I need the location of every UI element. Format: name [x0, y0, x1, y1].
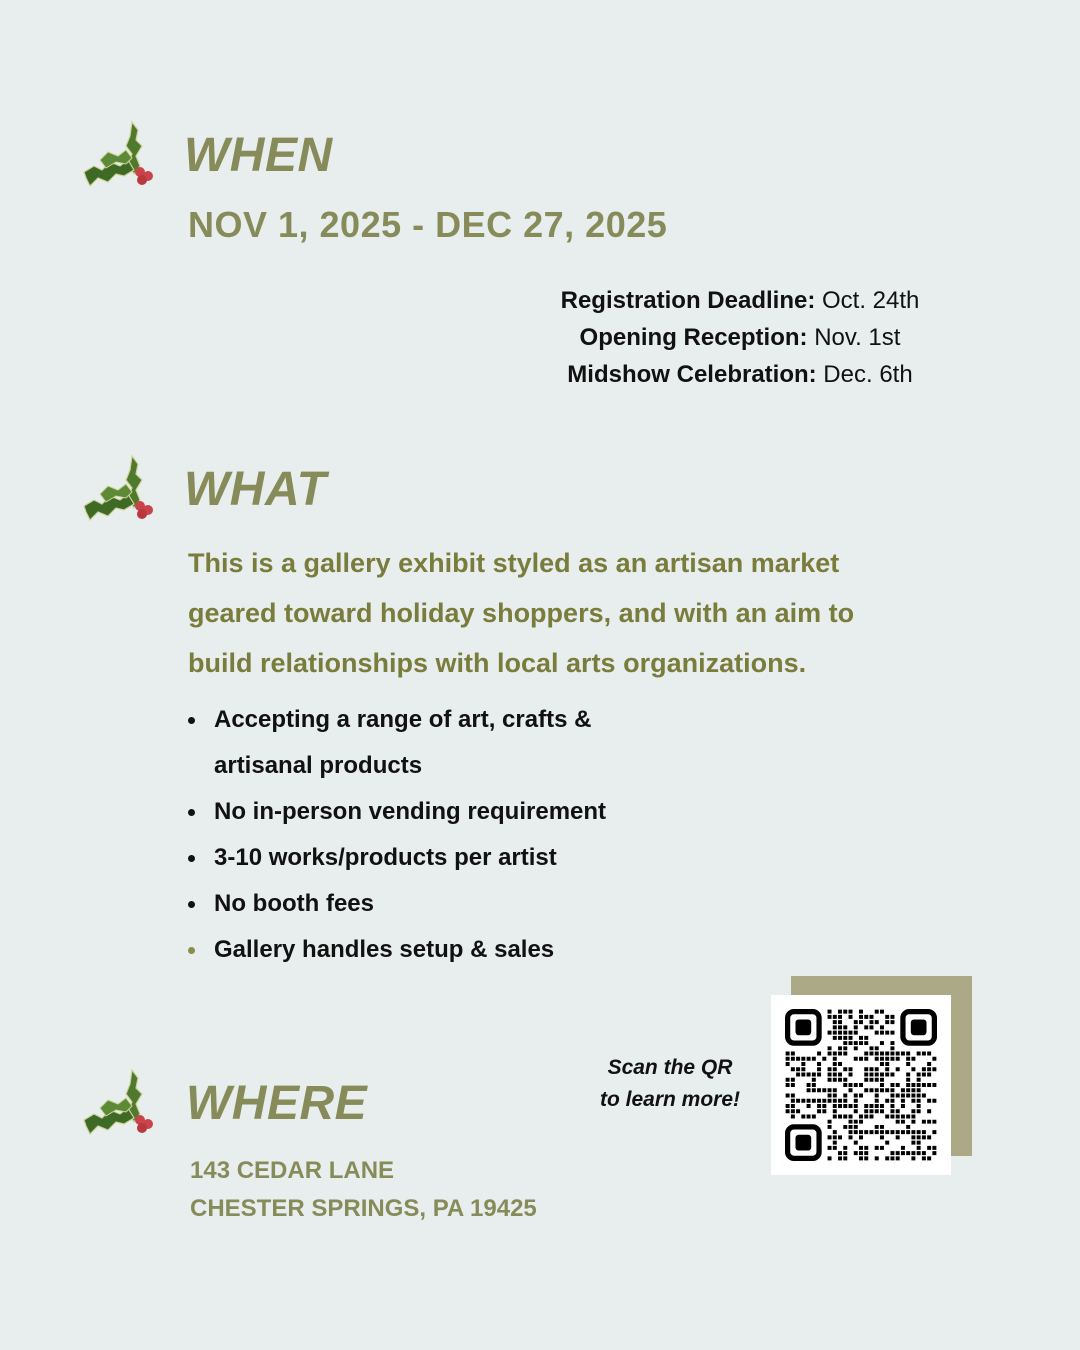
description-line: This is a gallery exhibit styled as an artisan market	[188, 548, 840, 578]
holly-icon	[80, 450, 170, 530]
list-item	[188, 697, 688, 789]
qr-code-card[interactable]	[771, 995, 951, 1175]
description-line: geared toward holiday shoppers, and with an aim to	[188, 598, 855, 628]
list-item-text: No booth fees	[214, 890, 374, 917]
list-item	[188, 789, 688, 835]
feature-list	[188, 697, 688, 973]
exhibit-description	[188, 538, 948, 688]
qr-finder-pattern	[788, 1012, 819, 1043]
description-line: build relationships with local arts organizations.	[188, 648, 807, 678]
key-date-midshow	[500, 356, 980, 393]
address-line-2: CHESTER SPRINGS, PA 19425	[190, 1195, 537, 1222]
bullet-icon	[188, 809, 195, 816]
qr-caption-line-1: Scan the QR	[607, 1056, 733, 1079]
list-item	[188, 927, 688, 973]
key-date-label: Registration Deadline:	[560, 287, 816, 314]
bullet-icon	[188, 855, 195, 862]
key-date-value: Oct. 24th	[815, 287, 920, 314]
key-date-opening	[500, 319, 980, 356]
qr-finder-pattern	[788, 1127, 819, 1158]
qr-caption	[585, 1052, 755, 1116]
bullet-icon	[188, 947, 195, 954]
list-item-text-cont: artisanal products	[214, 752, 423, 779]
bullet-icon	[188, 717, 195, 724]
holly-icon	[80, 1064, 170, 1144]
qr-finder-pattern	[903, 1012, 934, 1043]
list-item	[188, 835, 688, 881]
qr-caption-line-2: to learn more!	[599, 1088, 741, 1111]
qr-code-icon[interactable]	[785, 1009, 937, 1161]
bullet-icon	[188, 901, 195, 908]
list-item	[188, 881, 688, 927]
where-heading: WHERE	[186, 1077, 368, 1130]
key-date-label: Midshow Celebration:	[567, 361, 817, 388]
list-item-text: Accepting a range of art, crafts &	[214, 706, 592, 733]
key-date-value: Dec. 6th	[816, 361, 913, 388]
event-dates: NOV 1, 2025 - DEC 27, 2025	[188, 204, 668, 245]
when-heading: WHEN	[184, 129, 333, 182]
key-date-value: Nov. 1st	[807, 324, 901, 351]
list-item-text: Gallery handles setup & sales	[214, 936, 555, 963]
holly-icon	[80, 116, 170, 196]
list-item-text: 3-10 works/products per artist	[214, 844, 557, 871]
venue-address	[190, 1152, 537, 1228]
key-date-registration	[500, 282, 980, 319]
address-line-1: 143 CEDAR LANE	[190, 1157, 395, 1184]
key-dates-list	[500, 282, 980, 393]
what-heading: WHAT	[184, 463, 327, 516]
list-item-text: No in-person vending requirement	[214, 798, 607, 825]
key-date-label: Opening Reception:	[579, 324, 808, 351]
